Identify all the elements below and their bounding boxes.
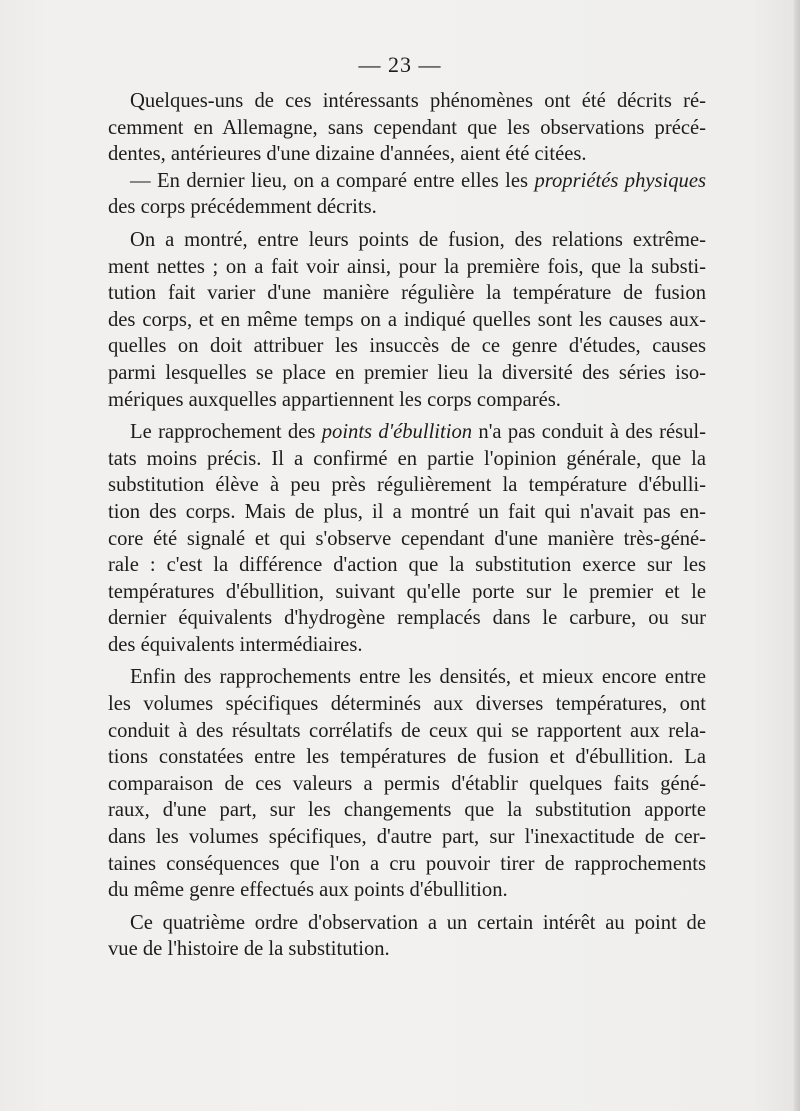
text-line: conduit à des résultats corrélatifs de ceux qui se rapportent aux rela- [108,719,706,742]
text-line: températures d'ébullition, suivant qu'elle porte sur le premier et le [108,580,706,603]
text-line: des équivalents intermédiaires. [108,633,363,656]
page-edge [794,0,800,1111]
text-line: les volumes spécifiques déterminés aux diverses températures, ont [108,693,706,716]
text-line: vue de l'histoire de la substitution. [108,938,390,961]
text-line: Ce quatrième ordre d'observation a un certain intérêt au point de [130,911,706,934]
text-line: des corps précédemment décrits. [108,196,377,219]
text-line: dentes, antérieures d'une dizaine d'années, aient été citées. [108,143,587,166]
text-line: dans les volumes spécifiques, d'autre part, sur l'inexactitude de cer- [108,826,706,849]
text-line: des corps, et en même temps on a indiqué quelles sont les causes aux- [108,308,706,331]
text-line: quelles on doit attribuer les insuccès de ce genre d'études, causes [108,335,706,358]
text-line: tion des corps. Mais de plus, il a montré un fait qui n'avait pas en- [108,500,706,523]
text-line: On a montré, entre leurs points de fusion, des relations extrême- [130,228,706,251]
page-number: — 23 — [358,52,442,77]
text-line: substitution élève à peu près régulièrement la température d'ébulli- [108,474,706,497]
text-line: raux, d'une part, sur les changements que la substitution apporte [108,799,706,822]
text-line: mériques auxquelles appartiennent les corps comparés. [108,388,561,411]
text-line: rale : c'est la différence d'action que la substitution exerce sur les [108,554,706,577]
text-line: du même genre effectués aux points d'ébullition. [108,879,508,902]
text-line: parmi lesquelles se place en premier lieu la diversité des séries iso- [108,361,706,384]
text-line: tats moins précis. Il a confirmé en partie l'opinion générale, que la [108,447,706,470]
text-line [108,168,706,195]
text-line: ment nettes ; on a fait voir ainsi, pour la première fois, que la substi- [108,255,706,278]
text-line: Enfin des rapprochements entre les densités, et mieux encore entre [130,666,706,689]
body-text [108,88,706,963]
italic-term: points d'ébullition [321,421,473,444]
text-segment: n'a pas conduit à des résul- [472,421,706,444]
text-line: cemment en Allemagne, sans cependant que les observations précé- [108,116,706,139]
text-segment: Le rapprochement des [130,421,322,444]
text-line [108,419,706,446]
text-line: comparaison de ces valeurs a permis d'établir quelques faits géné- [108,772,706,795]
text-line: tions constatées entre les températures de fusion et d'ébullition. La [108,746,706,769]
text-line: core été signalé et qui s'observe cependant d'une manière très-géné- [108,527,706,550]
text-line: dernier équivalents d'hydrogène remplacés dans le carbure, ou sur [108,607,706,630]
text-segment: — En dernier lieu, on a comparé entre elles les [130,169,535,192]
text-line: taines conséquences que l'on a cru pouvoir tirer de rapprochements [108,852,706,875]
text-line: tution fait varier d'une manière régulière la température de fusion [108,282,706,305]
italic-term: propriétés physiques [534,169,706,192]
text-line: Quelques-uns de ces intéressants phénomènes ont été décrits ré- [130,90,706,112]
